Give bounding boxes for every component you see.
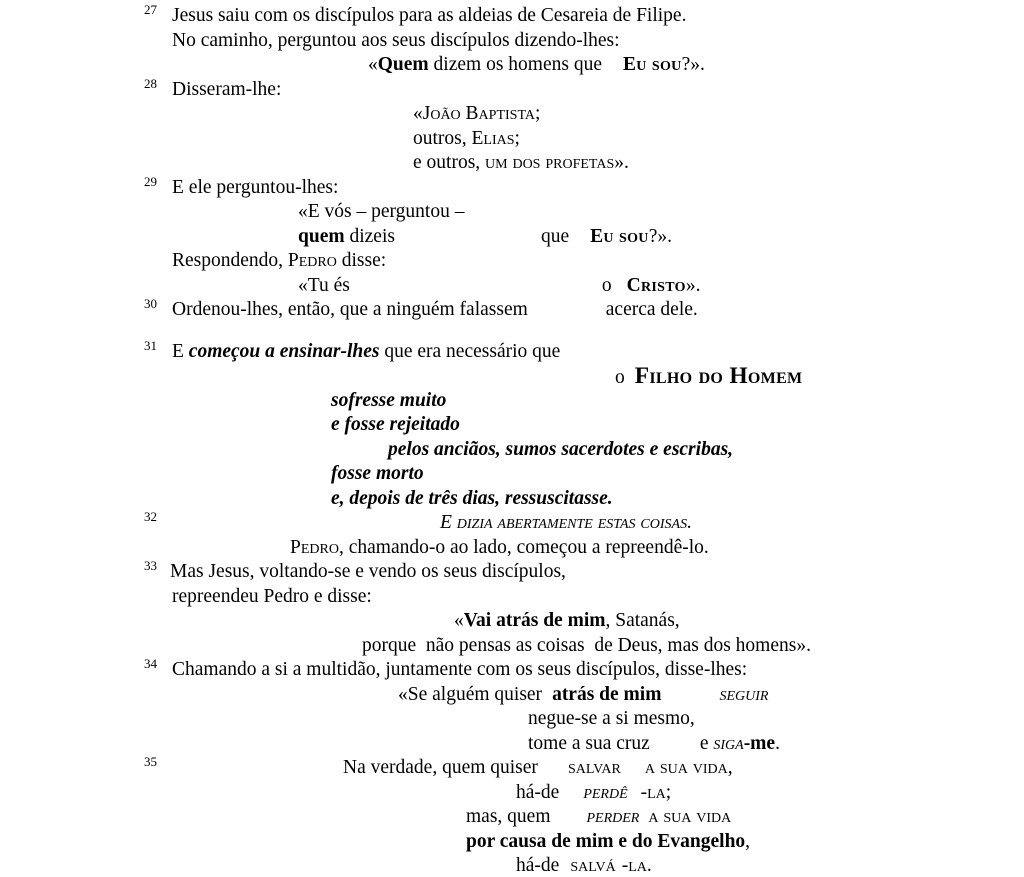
spacing-gap: [559, 870, 570, 871]
text-segment: ;: [535, 103, 541, 124]
text-segment: Vai atrás de mim: [463, 610, 606, 631]
spacing-gap: [621, 772, 645, 773]
text-line: [0, 200, 1024, 225]
text-segment: E ele perguntou-lhes:: [172, 176, 339, 198]
text-line: [0, 732, 1024, 757]
text-segment: «: [454, 610, 464, 631]
text-segment: dizem os homens que: [428, 54, 602, 75]
text-segment: e outros,: [413, 152, 486, 173]
text-line: [0, 364, 1024, 389]
text-segment: , chamando-o ao lado, começou a repreendê-lo.: [338, 536, 709, 558]
text-line: [0, 173, 1024, 201]
text-segment: ;: [514, 127, 520, 149]
spacing-gap: [628, 797, 641, 798]
text-segment: o: [615, 367, 625, 388]
text-segment: No caminho, perguntou aos seus discípulos dizendo-lhes:: [172, 29, 620, 51]
verse-number: 30: [144, 296, 157, 311]
text-line: [0, 683, 1024, 708]
text-segment: Mas Jesus, voltando-se e vendo os seus discípulos,: [170, 561, 566, 582]
text-line: [0, 337, 1024, 365]
text-line: [0, 102, 1024, 127]
text-segment: repreendeu Pedro e disse:: [172, 585, 372, 607]
text-segment: ».: [614, 152, 629, 173]
text-segment: Eu sou: [622, 54, 682, 75]
text-segment: a sua vida: [644, 757, 728, 778]
text-segment: ;: [665, 781, 672, 803]
text-segment: negue-se a si mesmo,: [528, 708, 695, 729]
text-segment: porque não pensas as coisas de Deus, mas dos homens».: [362, 634, 811, 656]
text-line: [0, 805, 1024, 830]
text-segment: tome a sua cruz: [528, 732, 650, 754]
text-segment: .: [775, 732, 780, 754]
text-segment: Quem: [377, 54, 429, 75]
text-segment: ,: [727, 757, 733, 778]
text-segment: João Baptista: [422, 103, 535, 124]
text-line: [0, 830, 1024, 855]
text-segment: dizeis: [344, 225, 395, 247]
text-line: [0, 756, 1024, 781]
text-segment: Elias: [471, 127, 515, 149]
text-segment: .: [646, 855, 652, 876]
spacing-gap: [639, 821, 648, 822]
text-line: [0, 389, 1024, 414]
text-line: [0, 609, 1024, 634]
verse-number: 35: [144, 754, 157, 769]
text-segment: e, depois de três dias, ressuscitasse.: [331, 487, 613, 509]
spacing-gap: [395, 241, 541, 242]
text-segment: que era necessário que: [379, 340, 561, 362]
text-line: [0, 438, 1024, 463]
text-segment: -la: [621, 855, 647, 876]
text-segment: «: [413, 103, 423, 124]
verse-number: 34: [144, 656, 157, 671]
text-segment: ?».: [681, 54, 705, 75]
text-segment: há-de: [516, 781, 560, 803]
text-segment: Na verdade, quem quiser: [343, 757, 538, 778]
text-line: [0, 53, 1024, 78]
text-segment: fosse morto: [331, 463, 424, 484]
text-segment: por causa de mim e do Evangelho: [466, 830, 746, 852]
text-segment: sofresse muito: [331, 389, 447, 411]
text-line: [0, 854, 1024, 877]
verse-number: 27: [144, 2, 157, 17]
text-segment: pelos anciãos, sumos sacerdotes e escribas,: [388, 438, 734, 460]
spacing-gap: [661, 699, 719, 700]
spacing-gap: [569, 241, 590, 242]
verse-number: 29: [144, 173, 157, 189]
text-line: [0, 127, 1024, 152]
text-segment: Pedro: [290, 536, 339, 558]
text-line: [0, 151, 1024, 176]
text-line: [0, 29, 1024, 54]
spacing-gap: [625, 382, 635, 383]
text-segment: salvá: [570, 855, 616, 876]
text-segment: e: [699, 732, 714, 754]
text-line: [0, 225, 1024, 250]
text-segment: mas, quem: [466, 806, 551, 827]
text-segment: perder: [586, 806, 640, 827]
text-segment: ?».: [648, 225, 672, 247]
text-segment: perdê: [583, 781, 628, 803]
text-segment: Cristo: [626, 274, 686, 296]
text-segment: -me: [743, 732, 776, 754]
text-segment: «Tu és: [298, 274, 350, 296]
text-segment: a sua vida: [648, 806, 732, 827]
verse-number: 32: [144, 509, 157, 524]
text-segment: «Se alguém quiser: [398, 683, 543, 705]
text-segment: E: [172, 340, 189, 362]
text-segment: acerca dele.: [605, 299, 698, 320]
spacing-gap: [650, 748, 700, 749]
text-segment: Pedro: [287, 250, 337, 271]
text-segment: E dizia abertamente estas coisas.: [440, 512, 692, 533]
text-segment: Eu sou: [590, 225, 649, 247]
text-segment: -la: [640, 781, 666, 803]
text-segment: Chamando a si a multidão, juntamente com os seus discípulos, disse-lhes:: [172, 659, 748, 680]
text-segment: «: [368, 54, 378, 75]
text-line: [0, 4, 1024, 29]
verse-number: 31: [144, 337, 157, 353]
scripture-text-body: [0, 4, 1024, 877]
text-segment: há-de: [516, 855, 560, 876]
text-segment: outros,: [413, 127, 472, 149]
text-segment: Ordenou-lhes, então, que a ninguém falassem: [172, 299, 528, 320]
text-line: [0, 536, 1024, 561]
text-line: [0, 298, 1024, 323]
spacing-gap: [542, 699, 552, 700]
text-segment: o: [601, 274, 612, 296]
text-segment: Jesus saiu com os discípulos para as aldeias de Cesareia de Filipe.: [172, 5, 687, 26]
text-segment: Respondendo,: [172, 250, 288, 271]
text-line: [0, 462, 1024, 487]
spacing-gap: [559, 797, 583, 798]
text-segment: «E vós – perguntou –: [298, 201, 465, 222]
text-segment: que: [540, 225, 570, 247]
text-line: [0, 511, 1024, 536]
text-line: [0, 634, 1024, 659]
text-segment: Disseram-lhe:: [172, 78, 282, 100]
text-segment: salvar: [567, 757, 621, 778]
text-line: [0, 413, 1024, 438]
text-line: [0, 274, 1024, 299]
text-line: [0, 781, 1024, 806]
text-line: [0, 707, 1024, 732]
verse-number: 28: [144, 75, 157, 91]
text-segment: , Satanás,: [605, 610, 680, 631]
text-line: [0, 249, 1024, 274]
text-segment: seguir: [719, 683, 769, 705]
verse-number: 33: [144, 558, 157, 573]
spacing-gap: [538, 772, 568, 773]
text-segment: um dos profetas: [485, 152, 615, 173]
text-segment: começou a ensinar-lhes: [188, 340, 380, 362]
spacing-gap: [602, 69, 623, 70]
text-line: [0, 75, 1024, 103]
text-segment: disse:: [336, 250, 387, 271]
text-line: [0, 560, 1024, 585]
text-segment: ».: [685, 274, 701, 296]
text-line: [0, 585, 1024, 610]
spacing-gap: [612, 290, 627, 291]
text-segment: e fosse rejeitado: [331, 414, 460, 435]
spacing-gap: [528, 314, 606, 315]
spacing-gap: [350, 290, 602, 291]
text-segment: ,: [745, 830, 751, 852]
text-line: [0, 487, 1024, 512]
text-segment: Filho do Homem: [634, 363, 803, 389]
spacing-gap: [550, 821, 586, 822]
text-segment: siga: [713, 732, 744, 754]
text-segment: quem: [298, 225, 345, 247]
text-line: [0, 658, 1024, 683]
text-segment: atrás de mim: [552, 683, 662, 705]
